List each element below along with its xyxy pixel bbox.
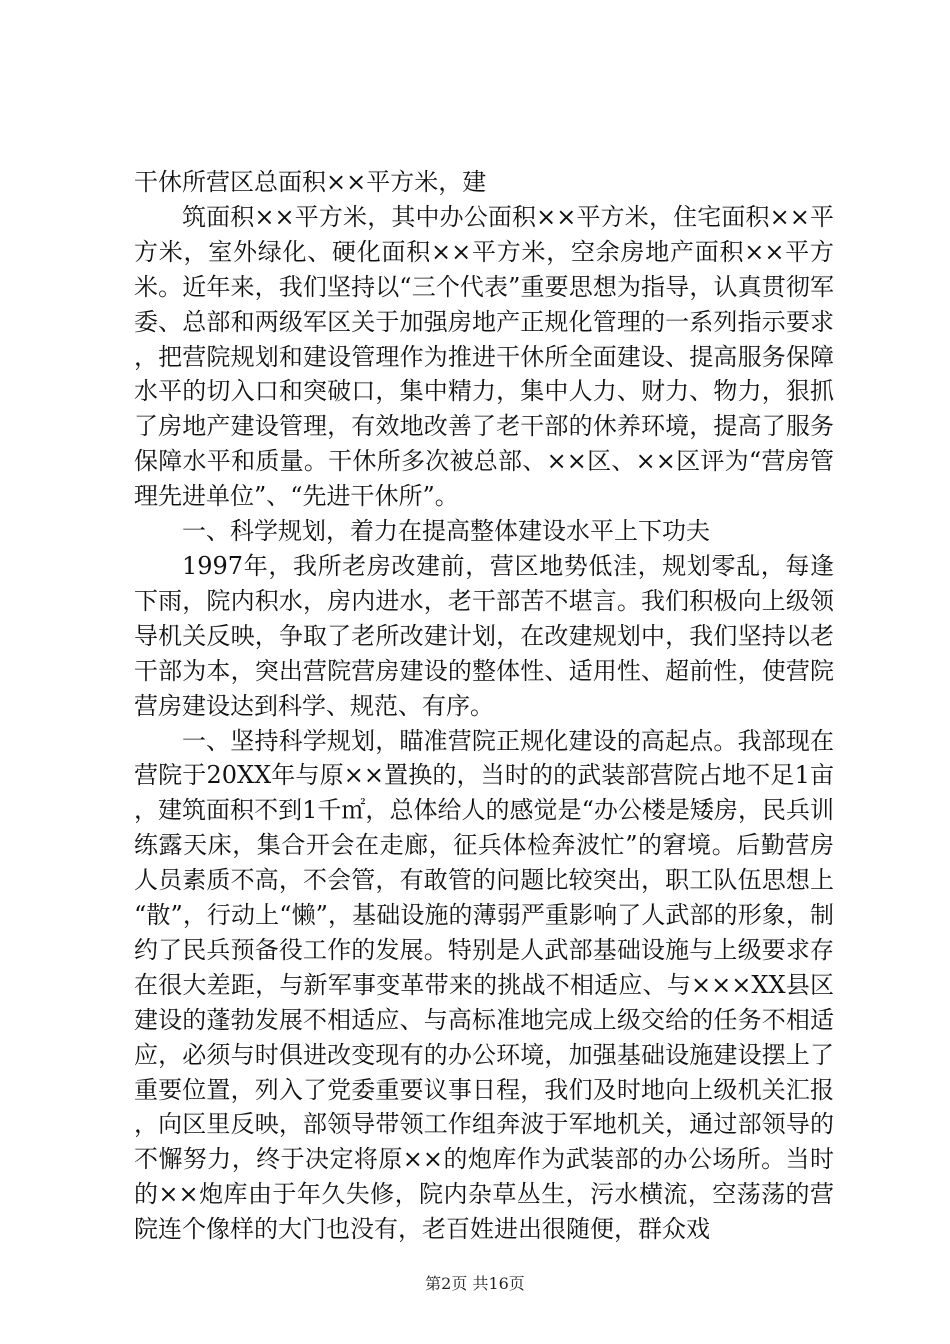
- page-number-footer: 第2页 共16页: [425, 1274, 525, 1293]
- paragraph-3: 1997年，我所老房改建前，营区地势低洼，规划零乱，每逢下雨，院内积水，房内进水，老干部苦不堪言。我们积极向上级领导机关反映，争取了老所改建计划，在改建规划中，我们坚持以老干部为本，突出营院营房建设的整体性、适用性、超前性，使营院营房建设达到科学、规范、有序。: [134, 551, 834, 720]
- document-body: [134, 165, 834, 1247]
- paragraph-1: 干休所营区总面积××平方米，建: [134, 168, 487, 196]
- paragraph-2: 筑面积××平方米，其中办公面积××平方米，住宅面积××平方米，室外绿化、硬化面积××平方米，空余房地产面积××平方米。近年来，我们坚持以“三个代表”重要思想为指导，认真贯彻军委、总部和两级军区关于加强房地产正规化管理的一系列指示要求，把营院规划和建设管理作为推进干休所全面建设、提高服务保障水平的切入口和突破口，集中精力，集中人力、财力、物力，狠抓了房地产建设管理，有效地改善了老干部的休养环境，提高了服务保障水平和质量。干休所多次被总部、××区、××区评为“营房管理先进单位”、“先进干休所”。: [134, 202, 834, 511]
- section-heading: 一、科学规划，着力在提高整体建设水平上下功夫: [182, 517, 710, 546]
- paragraph-4: 一、坚持科学规划，瞄准营院正规化建设的高起点。我部现在营院于20XX年与原××置换的，当时的的武装部营院占地不足1亩，建筑面积不到1千㎡，总体给人的感觉是“办公楼是矮房，民兵训练露天床，集合开会在走廊，征兵体检奔波忙”的窘境。后勤营房人员素质不高，不会管，有敢管的问题比较突出，职工队伍思想上“散”，行动上“懒”，基础设施的薄弱严重影响了人武部的形象，制约了民兵预备役工作的发展。特别是人武部基础设施与上级要求存在很大差距，与新军事变革带来的挑战不相适应、与×××XX县区建设的蓬勃发展不相适应、与高标准地完成上级交给的任务不相适应，必须与时俱进改变现有的办公环境，加强基础设施建设摆上了重要位置，列入了党委重要议事日程，我们及时地向上级机关汇报，向区里反映，部领导带领工作组奔波于军地机关，通过部领导的不懈努力，终于决定将原××的炮库作为武装部的办公场所。当时的××炮库由于年久失修，院内杂草丛生，污水横流，空荡荡的营院连个像样的大门也没有，老百姓进出很随便，群众戏: [134, 726, 834, 1244]
